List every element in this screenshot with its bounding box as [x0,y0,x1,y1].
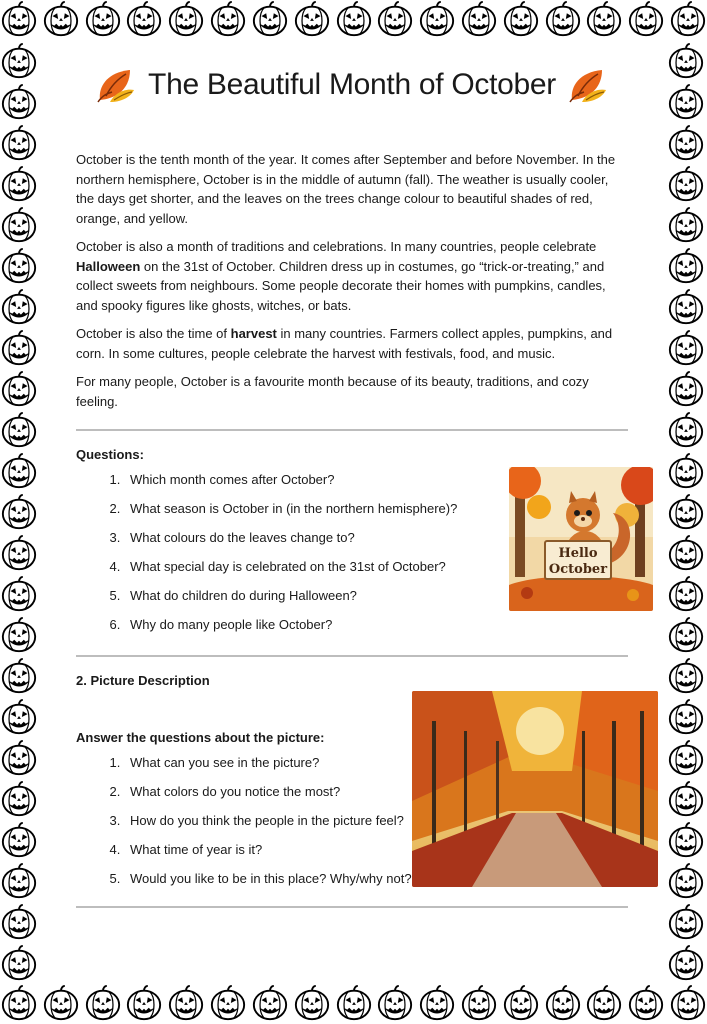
divider [76,429,628,431]
pumpkin-icon [667,616,705,654]
pumpkin-icon [460,0,498,38]
autumn-forest-image [412,691,658,887]
questions-heading: Questions: [76,447,144,462]
pumpkin-icon [0,452,38,490]
page-title [76,60,628,110]
divider [76,906,628,908]
pumpkin-icon [667,534,705,572]
pumpkin-icon [0,657,38,695]
pumpkin-icon [667,657,705,695]
question-item: 4. What special day is celebrated on the 31st of October? [124,557,628,576]
pumpkin-icon [418,0,456,38]
pumpkin-icon [0,821,38,859]
pumpkin-icon [0,739,38,777]
pumpkin-icon [376,0,414,38]
pumpkin-icon [84,984,122,1022]
sign-line-2: October [548,562,608,577]
pumpkin-icon [585,0,623,38]
pumpkin-icon [0,984,38,1022]
pumpkin-icon [667,42,705,80]
pumpkin-icon [667,206,705,244]
pumpkin-icon [335,0,373,38]
pumpkin-icon [209,984,247,1022]
divider [76,655,628,657]
pumpkin-icon [667,944,705,982]
picture-subheading: Answer the questions about the picture: [76,730,325,745]
pumpkin-icon [0,616,38,654]
question-item: 5. What do children do during Halloween? [124,586,628,605]
title-text: The Beautiful Month of October [148,68,556,101]
border-top [0,0,707,40]
pumpkin-icon [125,984,163,1022]
question-item: 1. What can you see in the picture? [124,753,424,772]
pumpkin-icon [0,903,38,941]
squirrel-illustration [509,467,653,611]
harvest-keyword: harvest [230,326,277,341]
pumpkin-icon [0,780,38,818]
pumpkin-icon [667,411,705,449]
pumpkin-icon [502,0,540,38]
autumn-leaf-icon [96,66,136,104]
pumpkin-icon [667,903,705,941]
pumpkin-icon [0,534,38,572]
pumpkin-icon [125,0,163,38]
pumpkin-icon [251,984,289,1022]
pumpkin-icon [667,862,705,900]
question-item: 1. Which month comes after October? [124,470,628,489]
pumpkin-icon [0,124,38,162]
pumpkin-icon [293,0,331,38]
question-item: 5. Would you like to be in this place? Why/why not? [124,869,610,888]
pumpkin-icon [293,984,331,1022]
question-item: 6. Why do many people like October? [124,615,628,634]
pumpkin-icon [251,0,289,38]
pumpkin-icon [667,329,705,367]
intro-paragraph: October is the tenth month of the year. It comes after September and before November. In the northern hemisphere, October is in the middle of autumn (fall). The weather is usually cooler, the days get shorter, and the leaves on the trees change colour to beautiful shades of red, orange, and yellow. [76,152,616,226]
pumpkin-icon [335,984,373,1022]
picture-heading: 2. Picture Description [76,673,210,688]
pumpkin-icon [667,370,705,408]
picture-questions-list [76,753,424,888]
pumpkin-icon [42,984,80,1022]
question-item: 4. What time of year is it? [124,840,424,859]
pumpkin-icon [667,83,705,121]
pumpkin-icon [0,370,38,408]
pumpkin-icon [667,575,705,613]
sign-line-1: Hello [558,546,598,561]
traditions-paragraph: October is also a month of traditions and celebrations. In many countries, people celebrate Halloween on the 31st of October. Children dress up in costumes, go “trick-or-treating,” and collect sweets from neighbours. Some people decorate their homes with pumpkins, candles, and spooky figures like ghosts, witches, or bats. [76,239,606,313]
pumpkin-icon [669,0,707,38]
pumpkin-icon [667,452,705,490]
pumpkin-icon [84,0,122,38]
pumpkin-icon [667,247,705,285]
pumpkin-icon [0,83,38,121]
pumpkin-icon [0,165,38,203]
pumpkin-icon [667,698,705,736]
pumpkin-icon [376,984,414,1022]
pumpkin-icon [0,206,38,244]
pumpkin-icon [502,984,540,1022]
pumpkin-icon [0,862,38,900]
question-item: 2. What colors do you notice the most? [124,782,424,801]
pumpkin-icon [544,984,582,1022]
border-left [0,40,40,984]
autumn-road-photo [412,691,658,887]
pumpkin-icon [627,984,665,1022]
halloween-keyword: Halloween [76,258,141,274]
favourite-paragraph: For many people, October is a favourite month because of its beauty, traditions, and cozy feeling. [76,374,589,409]
pumpkin-icon [0,493,38,531]
pumpkin-icon [460,984,498,1022]
pumpkin-icon [0,288,38,326]
pumpkin-icon [0,575,38,613]
pumpkin-icon [209,0,247,38]
border-right [667,40,707,984]
pumpkin-icon [0,247,38,285]
squirrel-image [509,467,653,611]
pumpkin-icon [667,124,705,162]
pumpkin-icon [0,329,38,367]
border-bottom [0,984,707,1024]
pumpkin-icon [585,984,623,1022]
question-item: 3. How do you think the people in the picture feel? [124,811,424,830]
pumpkin-icon [0,944,38,982]
pumpkin-icon [667,739,705,777]
pumpkin-icon [418,984,456,1022]
pumpkin-icon [544,0,582,38]
pumpkin-icon [667,165,705,203]
question-item: 3. What colours do the leaves change to? [124,528,628,547]
pumpkin-icon [627,0,665,38]
pumpkin-icon [167,984,205,1022]
pumpkin-icon [0,698,38,736]
pumpkin-icon [0,0,38,38]
pumpkin-icon [667,288,705,326]
pumpkin-icon [167,0,205,38]
harvest-paragraph: October is also the time of harvest in many countries. Farmers collect apples, pumpkins, and corn. In some cultures, people celebrate the harvest with festivals, food, and music. [76,326,613,361]
pumpkin-icon [0,411,38,449]
pumpkin-icon [667,493,705,531]
pumpkin-icon [667,780,705,818]
pumpkin-icon [0,42,38,80]
pumpkin-icon [669,984,707,1022]
autumn-leaf-icon [568,66,608,104]
pumpkin-icon [42,0,80,38]
pumpkin-icon [667,821,705,859]
question-item: 2. What season is October in (in the northern hemisphere)? [124,499,628,518]
